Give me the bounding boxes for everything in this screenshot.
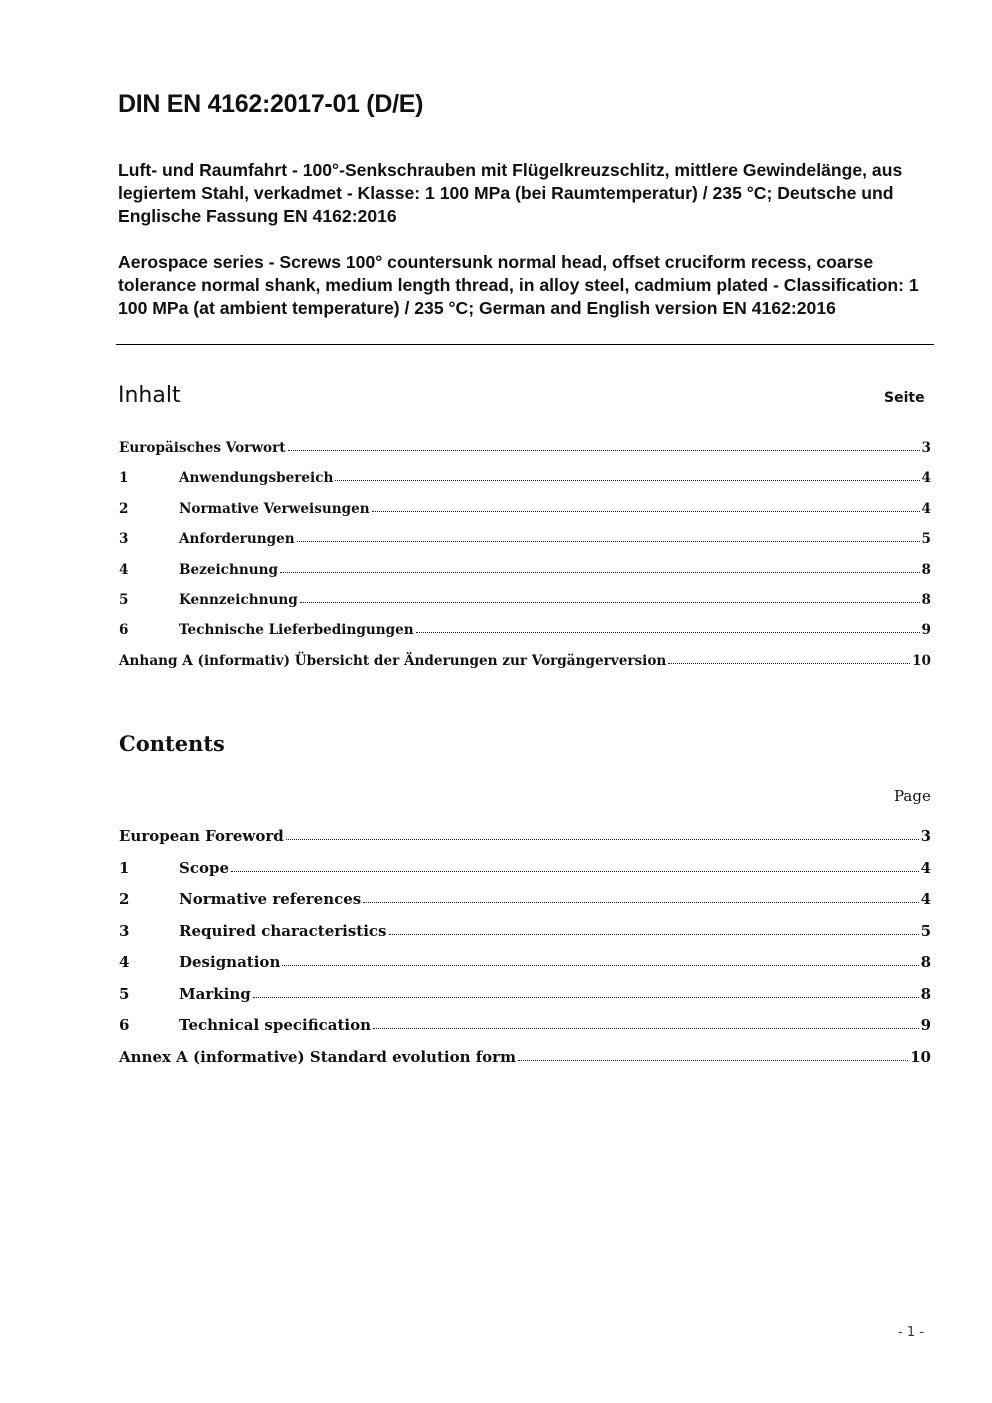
toc-entry-title: Normative references xyxy=(179,890,362,908)
seite-label: Seite xyxy=(884,390,925,406)
toc-entry[interactable] xyxy=(119,1016,931,1048)
toc-entry-title: Required characteristics xyxy=(179,921,387,940)
toc-dot-leader xyxy=(280,571,920,573)
german-toc xyxy=(119,440,931,683)
toc-entry-page: 9 xyxy=(920,1016,931,1034)
toc-entry-number: 5 xyxy=(119,984,130,1003)
toc-entry-title: Bezeichnung xyxy=(179,561,278,578)
toc-entry-page: 5 xyxy=(921,531,931,548)
toc-entry-title: European Foreword xyxy=(119,827,284,845)
toc-entry-title: Designation xyxy=(179,953,281,971)
toc-dot-leader xyxy=(416,631,920,633)
toc-entry-page: 4 xyxy=(921,470,931,487)
toc-entry-page: 3 xyxy=(920,827,931,845)
toc-entry-title: Kennzeichnung xyxy=(179,591,298,608)
toc-entry-number: 1 xyxy=(119,858,130,877)
toc-entry-number: 3 xyxy=(119,921,130,940)
toc-dot-leader xyxy=(288,449,920,451)
toc-entry-page: 8 xyxy=(921,561,931,578)
toc-dot-leader xyxy=(518,1059,908,1061)
toc-entry-page: 3 xyxy=(921,440,931,456)
toc-entry-number: 3 xyxy=(119,531,129,548)
english-toc xyxy=(119,827,931,1079)
toc-entry-number: 4 xyxy=(119,953,130,971)
toc-dot-leader xyxy=(335,479,919,481)
toc-entry-page: 5 xyxy=(920,921,931,940)
german-subtitle: Luft- und Raumfahrt - 100°-Senkschrauben mit Flügelkreuzschlitz, mittlere Gewindelänge, aus legiertem Stahl, verkadmet - Klasse: 1 100 MPa (bei Raumtemperatur) / 235 °C; Deutsche und Englische Fassung EN 4162:2016 xyxy=(118,160,903,226)
toc-dot-leader xyxy=(253,996,919,998)
toc-entry-number: 2 xyxy=(119,500,129,517)
toc-entry-title: Normative Verweisungen xyxy=(179,500,370,517)
page-number: - 1 - xyxy=(898,1325,924,1340)
toc-entry[interactable] xyxy=(119,953,931,985)
toc-dot-leader xyxy=(389,933,919,935)
toc-entry-title: Anforderungen xyxy=(179,531,295,548)
toc-entry-number: 2 xyxy=(119,890,130,908)
toc-entry-page: 8 xyxy=(920,953,931,971)
toc-dot-leader xyxy=(286,838,919,840)
toc-entry-number: 6 xyxy=(119,622,129,639)
toc-entry[interactable] xyxy=(119,531,931,561)
toc-entry-page: 4 xyxy=(920,858,931,877)
toc-entry[interactable] xyxy=(119,470,931,500)
toc-entry-page: 4 xyxy=(920,890,931,908)
toc-entry[interactable] xyxy=(119,562,931,592)
toc-dot-leader xyxy=(363,901,918,903)
toc-entry-number: 6 xyxy=(119,1016,130,1034)
inhalt-heading: Inhalt xyxy=(118,383,181,408)
toc-entry-title: Technische Lieferbedingungen xyxy=(179,622,414,639)
toc-dot-leader xyxy=(297,540,920,542)
toc-entry[interactable] xyxy=(119,890,931,922)
toc-entry-title: Europäisches Vorwort xyxy=(119,440,286,456)
toc-entry[interactable] xyxy=(119,922,931,954)
toc-entry-title: Marking xyxy=(179,984,251,1003)
toc-dot-leader xyxy=(300,601,920,603)
toc-entry-page: 9 xyxy=(921,622,931,639)
toc-entry[interactable] xyxy=(119,1048,931,1080)
toc-dot-leader xyxy=(282,964,918,966)
toc-dot-leader xyxy=(372,510,920,512)
toc-entry[interactable] xyxy=(119,653,931,683)
toc-dot-leader xyxy=(373,1027,919,1029)
toc-entry-title: Technical specification xyxy=(179,1016,372,1034)
toc-entry-title: Anwendungsbereich xyxy=(179,470,334,487)
toc-entry[interactable] xyxy=(119,985,931,1017)
title-divider xyxy=(116,344,934,345)
toc-dot-leader xyxy=(668,662,910,664)
toc-entry[interactable] xyxy=(119,501,931,531)
toc-entry-title: Annex A (informative) Standard evolution form xyxy=(119,1047,516,1066)
document-title: DIN EN 4162:2017-01 (D/E) xyxy=(118,90,424,118)
contents-heading: Contents xyxy=(119,731,225,756)
toc-entry-number: 1 xyxy=(119,470,129,487)
toc-entry-page: 4 xyxy=(921,500,931,517)
page-label: Page xyxy=(894,787,931,805)
toc-entry[interactable] xyxy=(119,592,931,622)
toc-dot-leader xyxy=(231,870,919,872)
english-subtitle: Aerospace series - Screws 100° countersunk normal head, offset cruciform recess, coarse tolerance normal shank, medium length thread, in alloy steel, cadmium plated - Classification: 1 100 MPa (at ambient temperature) / 235 °C; German and English version EN 4162:2016 xyxy=(118,252,919,318)
toc-entry[interactable] xyxy=(119,440,931,470)
toc-entry-title: Anhang A (informativ) Übersicht der Änderungen zur Vorgängerversion xyxy=(119,652,667,669)
toc-entry[interactable] xyxy=(119,859,931,891)
toc-entry-title: Scope xyxy=(179,858,230,877)
toc-entry[interactable] xyxy=(119,622,931,652)
toc-entry-page: 8 xyxy=(921,591,931,608)
toc-entry-page: 10 xyxy=(910,1047,931,1066)
toc-entry-number: 4 xyxy=(119,561,129,578)
toc-entry[interactable] xyxy=(119,827,931,859)
toc-entry-page: 10 xyxy=(912,652,931,669)
toc-entry-page: 8 xyxy=(920,984,931,1003)
toc-entry-number: 5 xyxy=(119,591,129,608)
